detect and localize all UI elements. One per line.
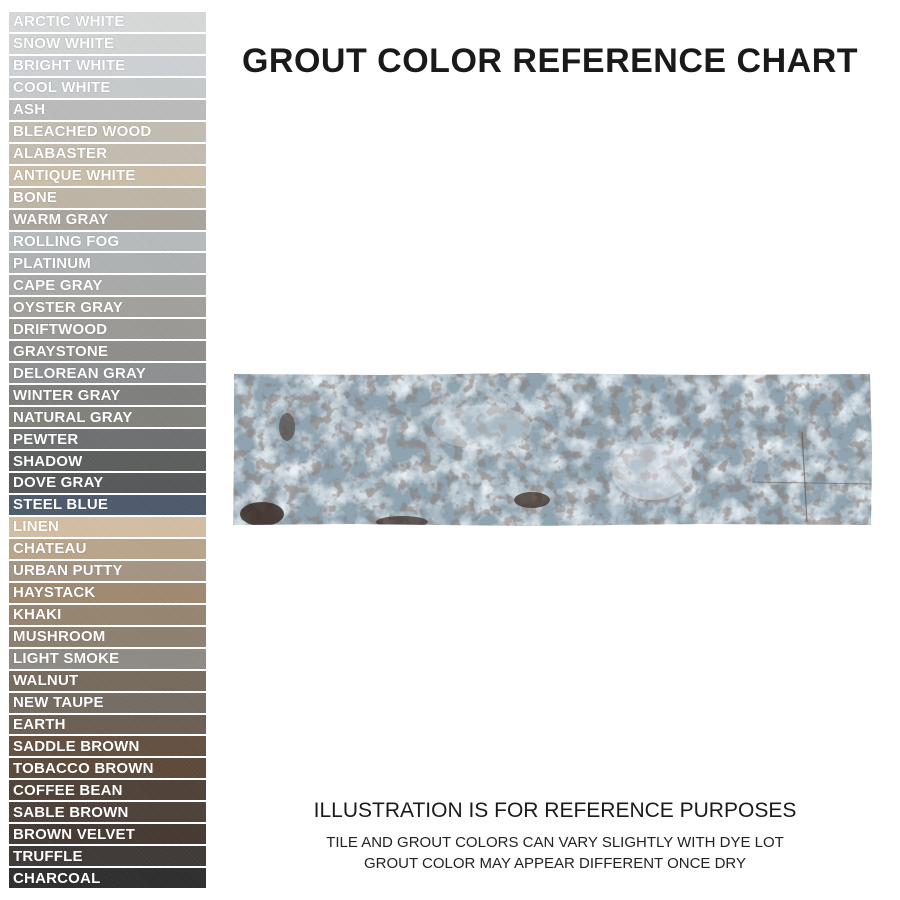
grout-swatch-earth[interactable]: EARTH <box>9 715 206 735</box>
disclaimer-heading: ILLUSTRATION IS FOR REFERENCE PURPOSES <box>313 799 797 822</box>
grout-swatch-bleached-wood[interactable]: BLEACHED WOOD <box>9 122 206 142</box>
grout-swatch-bright-white[interactable]: BRIGHT WHITE <box>9 56 206 76</box>
grout-swatch-haystack[interactable]: HAYSTACK <box>9 583 206 603</box>
grout-swatch-warm-gray[interactable]: WARM GRAY <box>9 210 206 230</box>
grout-swatch-coffee-bean[interactable]: COFFEE BEAN <box>9 780 206 800</box>
grout-swatch-snow-white[interactable]: SNOW WHITE <box>9 34 206 54</box>
grout-swatch-delorean-gray[interactable]: DELOREAN GRAY <box>9 363 206 383</box>
grout-swatch-ash[interactable]: ASH <box>9 100 206 120</box>
page-title: GROUT COLOR REFERENCE CHART <box>241 42 859 80</box>
grout-swatch-alabaster[interactable]: ALABASTER <box>9 144 206 164</box>
tile-sample-icon <box>232 372 873 527</box>
grout-swatch-arctic-white[interactable]: ARCTIC WHITE <box>9 12 206 32</box>
grout-swatch-light-smoke[interactable]: LIGHT SMOKE <box>9 649 206 669</box>
grout-swatch-mushroom[interactable]: MUSHROOM <box>9 627 206 647</box>
disclaimer-line-2: GROUT COLOR MAY APPEAR DIFFERENT ONCE DRY <box>363 855 747 872</box>
grout-swatch-natural-gray[interactable]: NATURAL GRAY <box>9 407 206 427</box>
grout-swatch-graystone[interactable]: GRAYSTONE <box>9 341 206 361</box>
grout-swatch-chateau[interactable]: CHATEAU <box>9 539 206 559</box>
grout-swatch-sable-brown[interactable]: SABLE BROWN <box>9 802 206 822</box>
grout-swatch-shadow[interactable]: SHADOW <box>9 451 206 471</box>
grout-swatch-winter-gray[interactable]: WINTER GRAY <box>9 385 206 405</box>
grout-swatch-urban-putty[interactable]: URBAN PUTTY <box>9 561 206 581</box>
grout-swatch-walnut[interactable]: WALNUT <box>9 671 206 691</box>
disclaimer-line-1: TILE AND GROUT COLORS CAN VARY SLIGHTLY WITH DYE LOT <box>326 834 784 851</box>
grout-swatch-khaki[interactable]: KHAKI <box>9 605 206 625</box>
grout-swatch-rolling-fog[interactable]: ROLLING FOG <box>9 232 206 252</box>
grout-color-list <box>9 12 206 888</box>
grout-swatch-saddle-brown[interactable]: SADDLE BROWN <box>9 736 206 756</box>
grout-swatch-new-taupe[interactable]: NEW TAUPE <box>9 693 206 713</box>
tile-preview <box>232 372 873 527</box>
grout-swatch-driftwood[interactable]: DRIFTWOOD <box>9 319 206 339</box>
grout-swatch-dove-gray[interactable]: DOVE GRAY <box>9 473 206 493</box>
grout-swatch-pewter[interactable]: PEWTER <box>9 429 206 449</box>
grout-swatch-oyster-gray[interactable]: OYSTER GRAY <box>9 297 206 317</box>
grout-swatch-antique-white[interactable]: ANTIQUE WHITE <box>9 166 206 186</box>
grout-swatch-truffle[interactable]: TRUFFLE <box>9 846 206 866</box>
grout-swatch-tobacco-brown[interactable]: TOBACCO BROWN <box>9 758 206 778</box>
grout-swatch-steel-blue[interactable]: STEEL BLUE <box>9 495 206 515</box>
grout-swatch-cape-gray[interactable]: CAPE GRAY <box>9 275 206 295</box>
grout-swatch-platinum[interactable]: PLATINUM <box>9 253 206 273</box>
grout-swatch-brown-velvet[interactable]: BROWN VELVET <box>9 824 206 844</box>
grout-swatch-linen[interactable]: LINEN <box>9 517 206 537</box>
grout-swatch-cool-white[interactable]: COOL WHITE <box>9 78 206 98</box>
grout-swatch-charcoal[interactable]: CHARCOAL <box>9 868 206 888</box>
grout-swatch-bone[interactable]: BONE <box>9 188 206 208</box>
